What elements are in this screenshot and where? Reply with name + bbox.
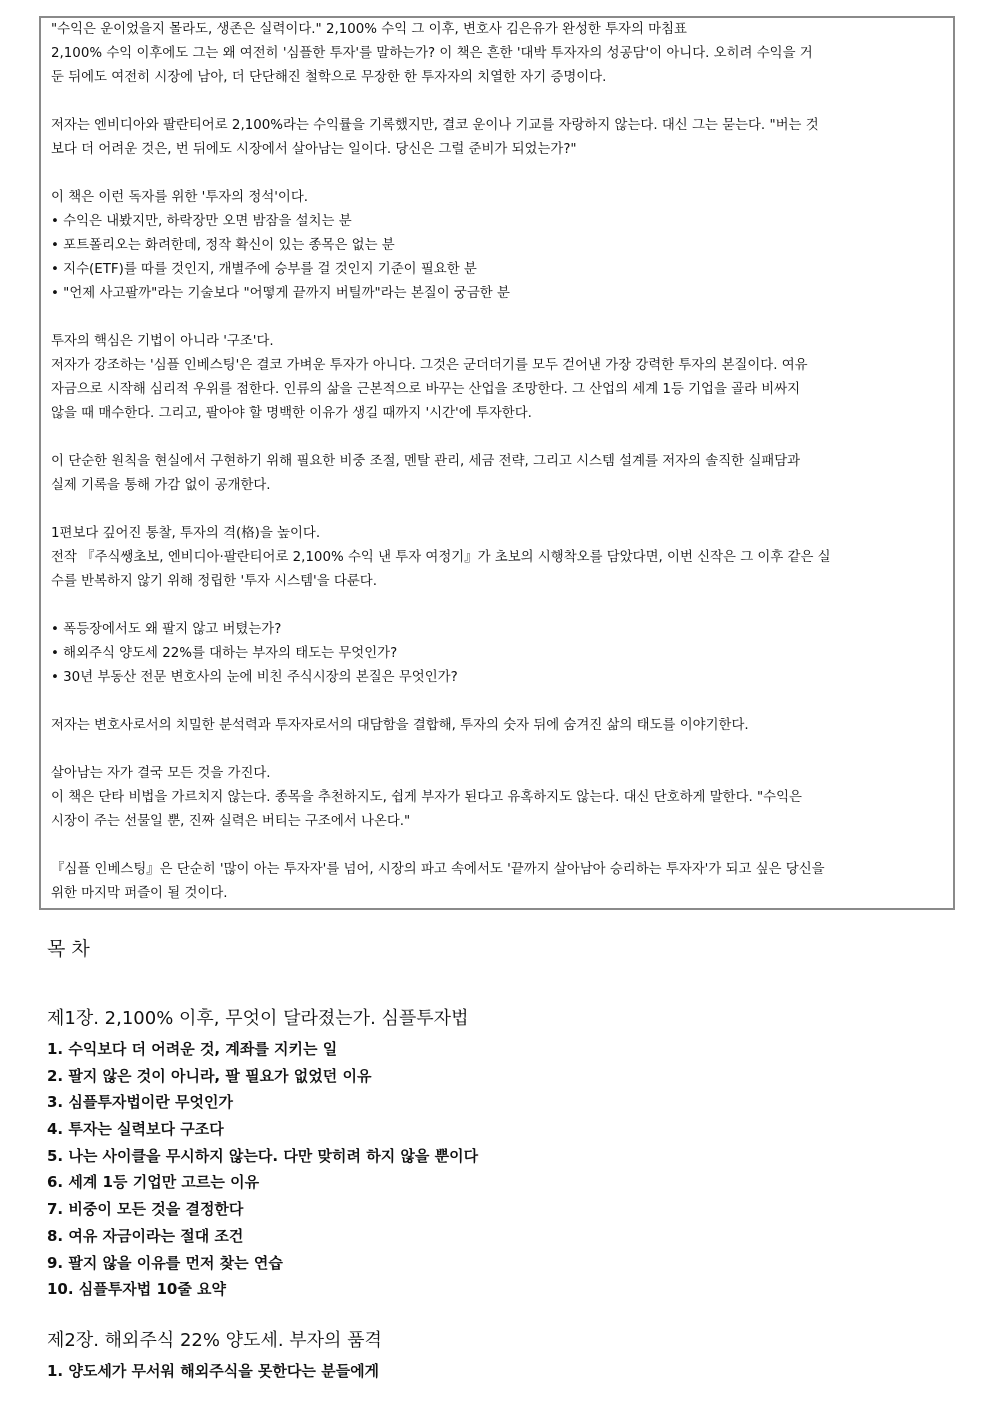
- description-line: 위한 마지막 퍼즐이 될 것이다.: [51, 886, 228, 901]
- description-line: [51, 834, 943, 858]
- description-line: • 30년 부동산 전문 변호사의 눈에 비친 주식시장의 본질은 무엇인가?: [51, 670, 458, 685]
- description-line: 실제 기록을 통해 가감 없이 공개한다.: [51, 478, 271, 493]
- toc-item: 5. 나는 사이클을 무시하지 않는다. 다만 맞히려 하지 않을 뿐이다: [47, 1146, 479, 1165]
- toc-item: 7. 비중이 모든 것을 결정한다: [47, 1200, 244, 1219]
- description-line: 저자가 강조하는 '심플 인베스팅'은 결코 가벼운 투자가 아니다. 그것은 군더더기를 모두 걷어낸 가장 강력한 투자의 본질이다. 여유: [51, 358, 808, 373]
- description-line: [51, 90, 943, 114]
- description-line: 1편보다 깊어진 통찰, 투자의 격(格)을 높이다.: [51, 526, 321, 541]
- description-line: [51, 594, 943, 618]
- description-line: • "언제 사고팔까"라는 기술보다 "어떻게 끝까지 버틸까"라는 본질이 궁금한 분: [51, 286, 510, 301]
- description-line: [51, 738, 943, 762]
- description-line: 전작 『주식쌩초보, 엔비디아·팔란티어로 2,100% 수익 낸 투자 여정기』가 초보의 시행착오를 담았다면, 이번 신작은 그 이후 같은 실: [51, 550, 831, 565]
- description-line: [51, 690, 943, 714]
- description-line: 저자는 변호사로서의 치밀한 분석력과 투자자로서의 대담함을 결합해, 투자의 숫자 뒤에 숨겨진 삶의 태도를 이야기한다.: [51, 718, 749, 733]
- description-line: • 해외주식 양도세 22%를 대하는 부자의 태도는 무엇인가?: [51, 646, 398, 661]
- description-line: 보다 더 어려운 것은, 번 뒤에도 시장에서 살아남는 일이다. 당신은 그럴 준비가 되었는가?": [51, 142, 577, 157]
- book-description-box: [39, 16, 955, 910]
- description-line: 수를 반복하지 않기 위해 정립한 '투자 시스템'을 다룬다.: [51, 574, 377, 589]
- description-line: 않을 때 매수한다. 그리고, 팔아야 할 명백한 이유가 생길 때까지 '시간'에 투자한다.: [51, 406, 532, 421]
- description-line: 이 책은 이런 독자를 위한 '투자의 정석'이다.: [51, 190, 309, 205]
- toc-item: 8. 여유 자금이라는 절대 조건: [47, 1226, 244, 1245]
- description-line: [51, 162, 943, 186]
- toc-title: 목 차: [47, 938, 90, 960]
- toc-item: 1. 양도세가 무서워 해외주식을 못한다는 분들에게: [47, 1361, 380, 1380]
- table-of-contents: [47, 934, 967, 1385]
- description-line: 시장이 주는 선물일 뿐, 진짜 실력은 버티는 구조에서 나온다.": [51, 814, 411, 829]
- description-line: • 수익은 내봤지만, 하락장만 오면 밤잠을 설치는 분: [51, 214, 352, 229]
- description-line: "수익은 운이었을지 몰라도, 생존은 실력이다." 2,100% 수익 그 이후, 변호사 김은유가 완성한 투자의 마침표: [51, 22, 687, 37]
- description-line: 자금으로 시작해 심리적 우위를 점한다. 인류의 삶을 근본적으로 바꾸는 산업을 조망한다. 그 산업의 세계 1등 기업을 골라 비싸지: [51, 382, 801, 397]
- toc-item: 3. 심플투자법이란 무엇인가: [47, 1093, 233, 1112]
- toc-item: 9. 팔지 않을 이유를 먼저 찾는 연습: [47, 1253, 283, 1272]
- toc-item: 1. 수익보다 더 어려운 것, 계좌를 지키는 일: [47, 1040, 338, 1058]
- description-line: 이 책은 단타 비법을 가르치지 않는다. 종목을 추천하지도, 쉽게 부자가 된다고 유혹하지도 않는다. 대신 단호하게 말한다. "수익은: [51, 790, 802, 805]
- description-line: • 포트폴리오는 화려한데, 정작 확신이 있는 종목은 없는 분: [51, 238, 395, 253]
- description-line: 『심플 인베스팅』은 단순히 '많이 아는 투자자'를 넘어, 시장의 파고 속에서도 '끝까지 살아남아 승리하는 투자자'가 되고 싶은 당신을: [51, 862, 825, 877]
- description-line: 둔 뒤에도 여전히 시장에 남아, 더 단단해진 철학으로 무장한 한 투자자의 치열한 자기 증명이다.: [51, 70, 607, 85]
- chapter-1-title: 제1장. 2,100% 이후, 무엇이 달라졌는가. 심플투자법: [47, 1008, 469, 1029]
- chapter-2-title: 제2장. 해외주식 22% 양도세. 부자의 품격: [47, 1329, 382, 1351]
- description-line: [51, 498, 943, 522]
- description-line: 이 단순한 원칙을 현실에서 구현하기 위해 필요한 비중 조절, 멘탈 관리, 세금 전략, 그리고 시스템 설계를 저자의 솔직한 실패담과: [51, 454, 801, 469]
- description-line: • 지수(ETF)를 따를 것인지, 개별주에 승부를 걸 것인지 기준이 필요한 분: [51, 262, 477, 277]
- toc-item: 4. 투자는 실력보다 구조다: [47, 1120, 224, 1139]
- description-line: 저자는 엔비디아와 팔란티어로 2,100%라는 수익률을 기록했지만, 결코 운이나 기교를 자랑하지 않는다. 대신 그는 묻는다. "버는 것: [51, 118, 819, 133]
- description-line: [51, 426, 943, 450]
- description-line: 2,100% 수익 이후에도 그는 왜 여전히 '심플한 투자'를 말하는가? 이 책은 흔한 '대박 투자자의 성공담'이 아니다. 오히려 수익을 거: [51, 46, 813, 61]
- toc-item: 2. 팔지 않은 것이 아니라, 팔 필요가 없었던 이유: [47, 1066, 372, 1085]
- description-line: 살아남는 자가 결국 모든 것을 가진다.: [51, 766, 271, 781]
- toc-item: 6. 세계 1등 기업만 고르는 이유: [47, 1173, 260, 1192]
- description-line: [51, 306, 943, 330]
- description-line: • 폭등장에서도 왜 팔지 않고 버텼는가?: [51, 622, 282, 637]
- toc-item: 10. 심플투자법 10줄 요약: [47, 1280, 227, 1299]
- description-line: 투자의 핵심은 기법이 아니라 '구조'다.: [51, 334, 274, 349]
